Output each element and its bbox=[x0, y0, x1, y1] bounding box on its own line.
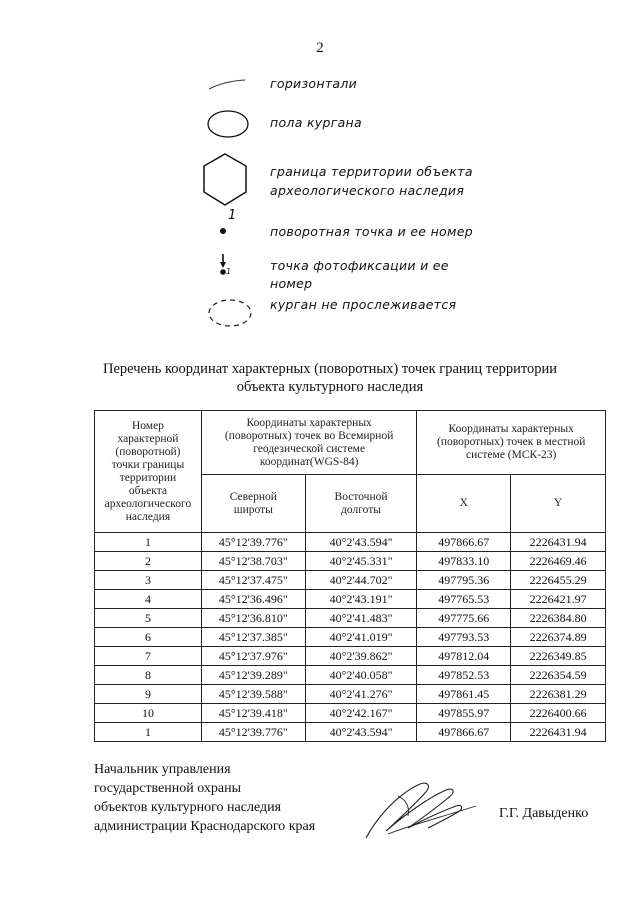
cell-lat: 45°12'37.385" bbox=[201, 628, 305, 647]
cell-x: 497852.53 bbox=[417, 666, 511, 685]
x-header: X bbox=[417, 475, 511, 533]
table-body bbox=[95, 533, 606, 742]
table-row bbox=[95, 628, 606, 647]
cell-n: 4 bbox=[95, 590, 202, 609]
cell-lon: 40°2'41.483" bbox=[305, 609, 417, 628]
cell-lat: 45°12'39.289" bbox=[201, 666, 305, 685]
cell-x: 497765.53 bbox=[417, 590, 511, 609]
handwritten-signature bbox=[358, 776, 483, 846]
legend-label-line2: археологического наследия bbox=[270, 183, 465, 198]
cell-lat: 45°12'39.418" bbox=[201, 704, 305, 723]
cell-lon: 40°2'42.167" bbox=[305, 704, 417, 723]
table-row bbox=[95, 723, 606, 742]
cell-x: 497795.36 bbox=[417, 571, 511, 590]
cell-lat: 45°12'38.703" bbox=[201, 552, 305, 571]
cell-y: 2226400.66 bbox=[511, 704, 606, 723]
cell-lon: 40°2'41.276" bbox=[305, 685, 417, 704]
cell-n: 9 bbox=[95, 685, 202, 704]
point-number-header: Номер характерной (поворотной) точки границы территории объекта археологического наследия bbox=[95, 411, 202, 533]
cell-lon: 40°2'43.594" bbox=[305, 723, 417, 742]
cell-y: 2226421.97 bbox=[511, 590, 606, 609]
contour-line-icon bbox=[207, 78, 247, 92]
legend-label-line2: номер bbox=[270, 276, 313, 291]
legend-label: курган не прослеживается bbox=[270, 297, 457, 312]
caption-line1: Перечень координат характерных (поворотных) точек границ территории bbox=[102, 361, 558, 377]
table-row bbox=[95, 647, 606, 666]
cell-n: 1 bbox=[95, 723, 202, 742]
cell-x: 497793.53 bbox=[417, 628, 511, 647]
position-line3: объектов культурного наследия bbox=[94, 800, 282, 815]
signature-block bbox=[94, 760, 315, 836]
cell-x: 497866.67 bbox=[417, 533, 511, 552]
signer-name: Г.Г. Давыденко bbox=[499, 806, 589, 821]
table-row bbox=[95, 552, 606, 571]
cell-x: 497812.04 bbox=[417, 647, 511, 666]
table-row bbox=[95, 609, 606, 628]
cell-lat: 45°12'39.588" bbox=[201, 685, 305, 704]
cell-y: 2226374.89 bbox=[511, 628, 606, 647]
cell-n: 10 bbox=[95, 704, 202, 723]
caption-line2: объекта культурного наследия bbox=[236, 379, 424, 395]
cell-n: 6 bbox=[95, 628, 202, 647]
cell-y: 2226384.80 bbox=[511, 609, 606, 628]
table-row bbox=[95, 685, 606, 704]
cell-x: 497861.45 bbox=[417, 685, 511, 704]
cell-lon: 40°2'43.191" bbox=[305, 590, 417, 609]
page-number: 2 bbox=[316, 40, 324, 56]
wgs84-group-header: Координаты характерных (поворотных) точек во Всемирной геодезической системе координат(WGS-84) bbox=[201, 411, 417, 475]
position-line4: администрации Краснодарского края bbox=[94, 819, 316, 834]
cell-lon: 40°2'43.594" bbox=[305, 533, 417, 552]
legend-label-line1: точка фотофиксации и ее bbox=[270, 258, 449, 273]
position-line1: Начальник управления bbox=[94, 762, 231, 777]
legend-label: горизонтали bbox=[270, 76, 358, 91]
cell-x: 497866.67 bbox=[417, 723, 511, 742]
cell-n: 1 bbox=[95, 533, 202, 552]
table-header-row bbox=[95, 411, 606, 475]
cell-x: 497855.97 bbox=[417, 704, 511, 723]
coordinates-table bbox=[94, 410, 606, 742]
legend-label: пола кургана bbox=[270, 115, 362, 130]
cell-y: 2226431.94 bbox=[511, 723, 606, 742]
cell-n: 8 bbox=[95, 666, 202, 685]
cell-lat: 45°12'37.976" bbox=[201, 647, 305, 666]
latitude-header: Северной широты bbox=[201, 475, 305, 533]
cell-lat: 45°12'39.776" bbox=[201, 533, 305, 552]
table-row bbox=[95, 704, 606, 723]
cell-x: 497833.10 bbox=[417, 552, 511, 571]
cell-x: 497775.66 bbox=[417, 609, 511, 628]
y-header: Y bbox=[511, 475, 606, 533]
cell-y: 2226381.29 bbox=[511, 685, 606, 704]
photo-point-number: 1 bbox=[226, 267, 232, 276]
table-row bbox=[95, 666, 606, 685]
cell-lon: 40°2'44.702" bbox=[305, 571, 417, 590]
position-line2: государственной охраны bbox=[94, 781, 242, 796]
mound-floor-ellipse-icon bbox=[205, 109, 251, 139]
cell-n: 5 bbox=[95, 609, 202, 628]
cell-lat: 45°12'36.810" bbox=[201, 609, 305, 628]
turning-point-number: 1 bbox=[228, 208, 237, 223]
dashed-ellipse-icon bbox=[205, 295, 255, 331]
cell-y: 2226349.85 bbox=[511, 647, 606, 666]
cell-lon: 40°2'40.058" bbox=[305, 666, 417, 685]
legend-label-line1: граница территории объекта bbox=[270, 164, 473, 179]
msk23-group-header: Координаты характерных (поворотных) точек в местной системе (МСК-23) bbox=[417, 411, 606, 475]
cell-n: 3 bbox=[95, 571, 202, 590]
cell-y: 2226469.46 bbox=[511, 552, 606, 571]
cell-lat: 45°12'36.496" bbox=[201, 590, 305, 609]
cell-y: 2226354.59 bbox=[511, 666, 606, 685]
table-row bbox=[95, 590, 606, 609]
cell-lat: 45°12'37.475" bbox=[201, 571, 305, 590]
cell-lon: 40°2'41.019" bbox=[305, 628, 417, 647]
legend-label: поворотная точка и ее номер bbox=[270, 224, 473, 239]
cell-lon: 40°2'39.862" bbox=[305, 647, 417, 666]
longitude-header: Восточной долготы bbox=[305, 475, 417, 533]
table-row bbox=[95, 571, 606, 590]
cell-n: 7 bbox=[95, 647, 202, 666]
table-caption bbox=[95, 360, 565, 396]
table-row bbox=[95, 533, 606, 552]
cell-lon: 40°2'45.331" bbox=[305, 552, 417, 571]
cell-y: 2226455.29 bbox=[511, 571, 606, 590]
cell-n: 2 bbox=[95, 552, 202, 571]
cell-lat: 45°12'39.776" bbox=[201, 723, 305, 742]
cell-y: 2226431.94 bbox=[511, 533, 606, 552]
hexagon-boundary-icon bbox=[201, 152, 249, 208]
